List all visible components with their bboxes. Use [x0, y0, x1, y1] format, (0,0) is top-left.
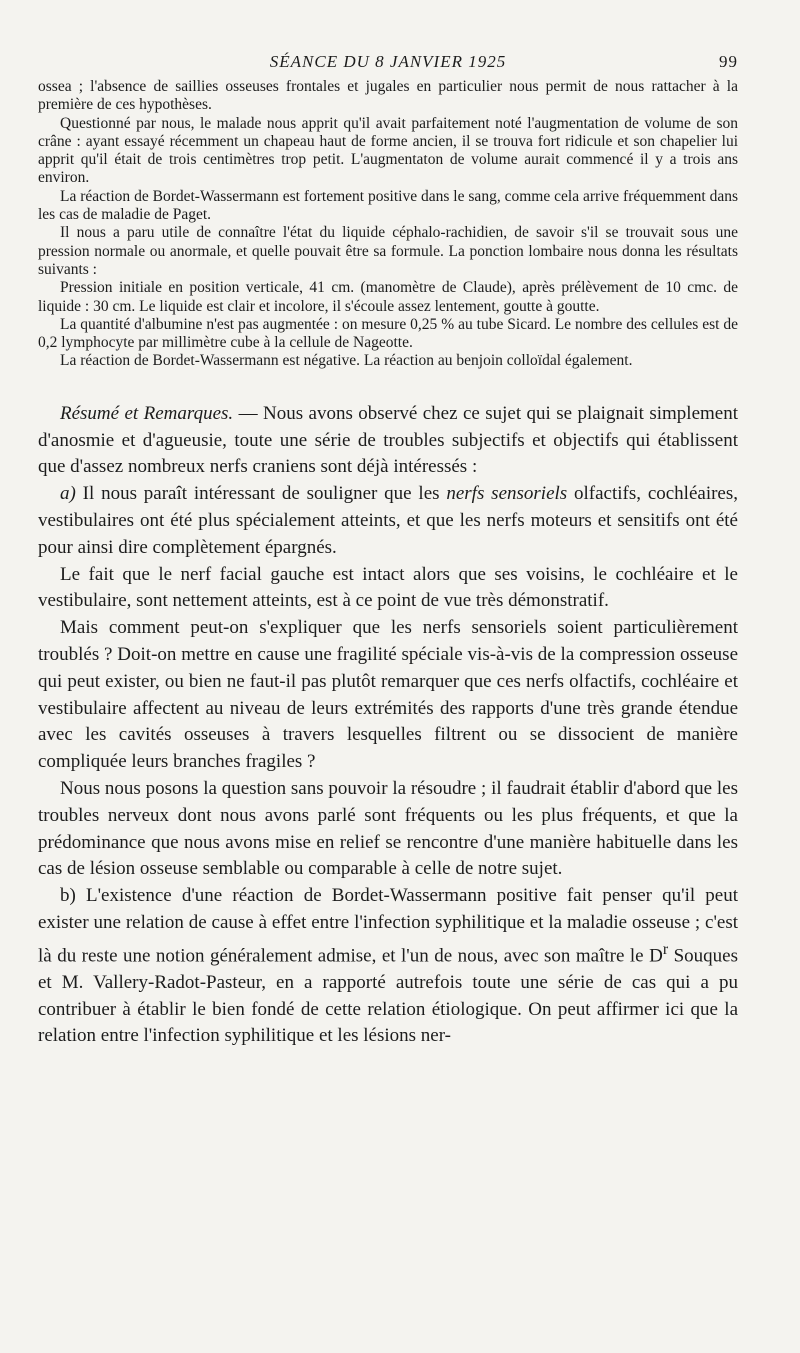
observation-text	[38, 78, 738, 371]
paragraph: ossea ; l'absence de saillies osseuses frontales et jugales en particulier nous permit de nous rattacher à la première de ces hypothèses.	[38, 78, 738, 114]
point-a	[38, 481, 738, 561]
page-header	[38, 48, 738, 78]
paragraph: Questionné par nous, le malade nous apprit qu'il avait parfaitement noté l'augmentation de volume de son crâne : ayant essayé récemment un chapeau haut de forme ancien, il se trouva fort ridicule et son chapelier lui apprit qu'il était de trois centimètres trop petit. L'augmentaton de volume aurait commencé il y a trois ans environ.	[38, 114, 738, 187]
paragraph: Mais comment peut-on s'expliquer que les nerfs sensoriels soient particulièrement troublés ? Doit-on mettre en cause une fragilité spéciale vis-à-vis de la compression osseuse qui peut exister, ou bien ne faut-il pas plutôt remarquer que ces nerfs olfactifs, cochléaire et vestibulaire affectent au niveau de leurs extrémités des rapports d'une très grande étendue avec les cavités osseuses à travers lesquelles filtrent ou se dissocient de manière compliquée leurs branches fragiles ?	[38, 617, 738, 773]
paragraph: Le fait que le nerf facial gauche est intact alors que ses voisins, le cochléaire et le vestibulaire, sont nettement atteints, est à ce point de vue très démonstratif.	[38, 563, 738, 612]
resume-intro	[38, 401, 738, 481]
paragraph: Il nous a paru utile de connaître l'état du liquide céphalo-rachidien, de savoir s'il se trouvait sous une pression normale ou anormale, et quelle pouvait être sa formule. La ponction lombaire nous donna les résultats suivants :	[38, 224, 738, 278]
resume-section	[38, 401, 738, 1050]
point-a-emphasis: nerfs sensoriels	[446, 483, 568, 505]
running-title: SÉANCE DU 8 JANVIER 1925	[269, 52, 507, 71]
paragraph: Nous nous posons la question sans pouvoir la résoudre ; il faudrait établir d'abord que les troubles nerveux dont nous avons parlé sont fréquents ou les plus fréquents, et que la prédominance que nous avons mise en relief se rencontre d'une manière habituelle dans les cas de lésion osseuse semblable ou comparable à celle de notre sujet.	[38, 777, 738, 880]
paragraph: La réaction de Bordet-Wassermann est négative. La réaction au benjoin colloïdal également.	[60, 352, 633, 370]
point-b	[38, 883, 738, 1050]
paragraph: Pression initiale en position verticale, 41 cm. (manomètre de Claude), après prélèvement de 10 cmc. de liquide : 30 cm. Le liquide est clair et incolore, il s'écoule assez lentement, goutte à goutte.	[38, 279, 738, 315]
paragraph: La réaction de Bordet-Wassermann est fortement positive dans le sang, comme cela arrive fréquemment dans les cas de maladie de Paget.	[38, 187, 738, 224]
point-b-text-cont: Souques et M. Vallery-Radot-Pasteur, en a rapporté autrefois toute une série de cas qui a pu contribuer à établir le bien fondé de cette relation étiologique. On peut affirmer ici que la relation entre l'infection syphilitique et les lésions ner-	[38, 945, 738, 1047]
page-number: 99	[719, 52, 738, 71]
heading-dash: —	[233, 402, 263, 424]
section-heading: Résumé et Remarques.	[60, 402, 234, 424]
point-a-label: a)	[60, 483, 76, 505]
point-a-text: Il nous paraît intéressant de souligner que les	[75, 483, 447, 505]
intro-text: Nous avons observé chez ce sujet qui se plaignait simplement d'anosmie et d'agueusie, toute une série de troubles subjectifs et objectifs qui établissent que d'assez nombreux nerfs craniens sont déjà intéressés :	[38, 402, 739, 478]
page	[38, 48, 738, 1050]
point-b-label: b)	[60, 885, 76, 907]
point-a-text-cont: olfactifs, cochléaires, vestibulaires ont été plus spécialement atteints, et que les nerfs moteurs et sensitifs ont été pour ainsi dire complètement épargnés.	[38, 483, 739, 558]
paragraph: La quantité d'albumine n'est pas augmentée : on mesure 0,25 % au tube Sicard. Le nombre des cellules est de 0,2 lymphocyte par millimètre cube à la cellule de Nageotte.	[38, 315, 738, 352]
point-b-text: L'existence d'une réaction de Bordet-Wassermann positive fait penser qu'il peut exister une relation de cause à effet entre l'infection syphilitique et la maladie osseuse ; c'est là du reste une notion généralement admise, et l'un de nous, avec son maître le D	[38, 885, 738, 967]
doctor-superscript: r	[662, 940, 669, 958]
